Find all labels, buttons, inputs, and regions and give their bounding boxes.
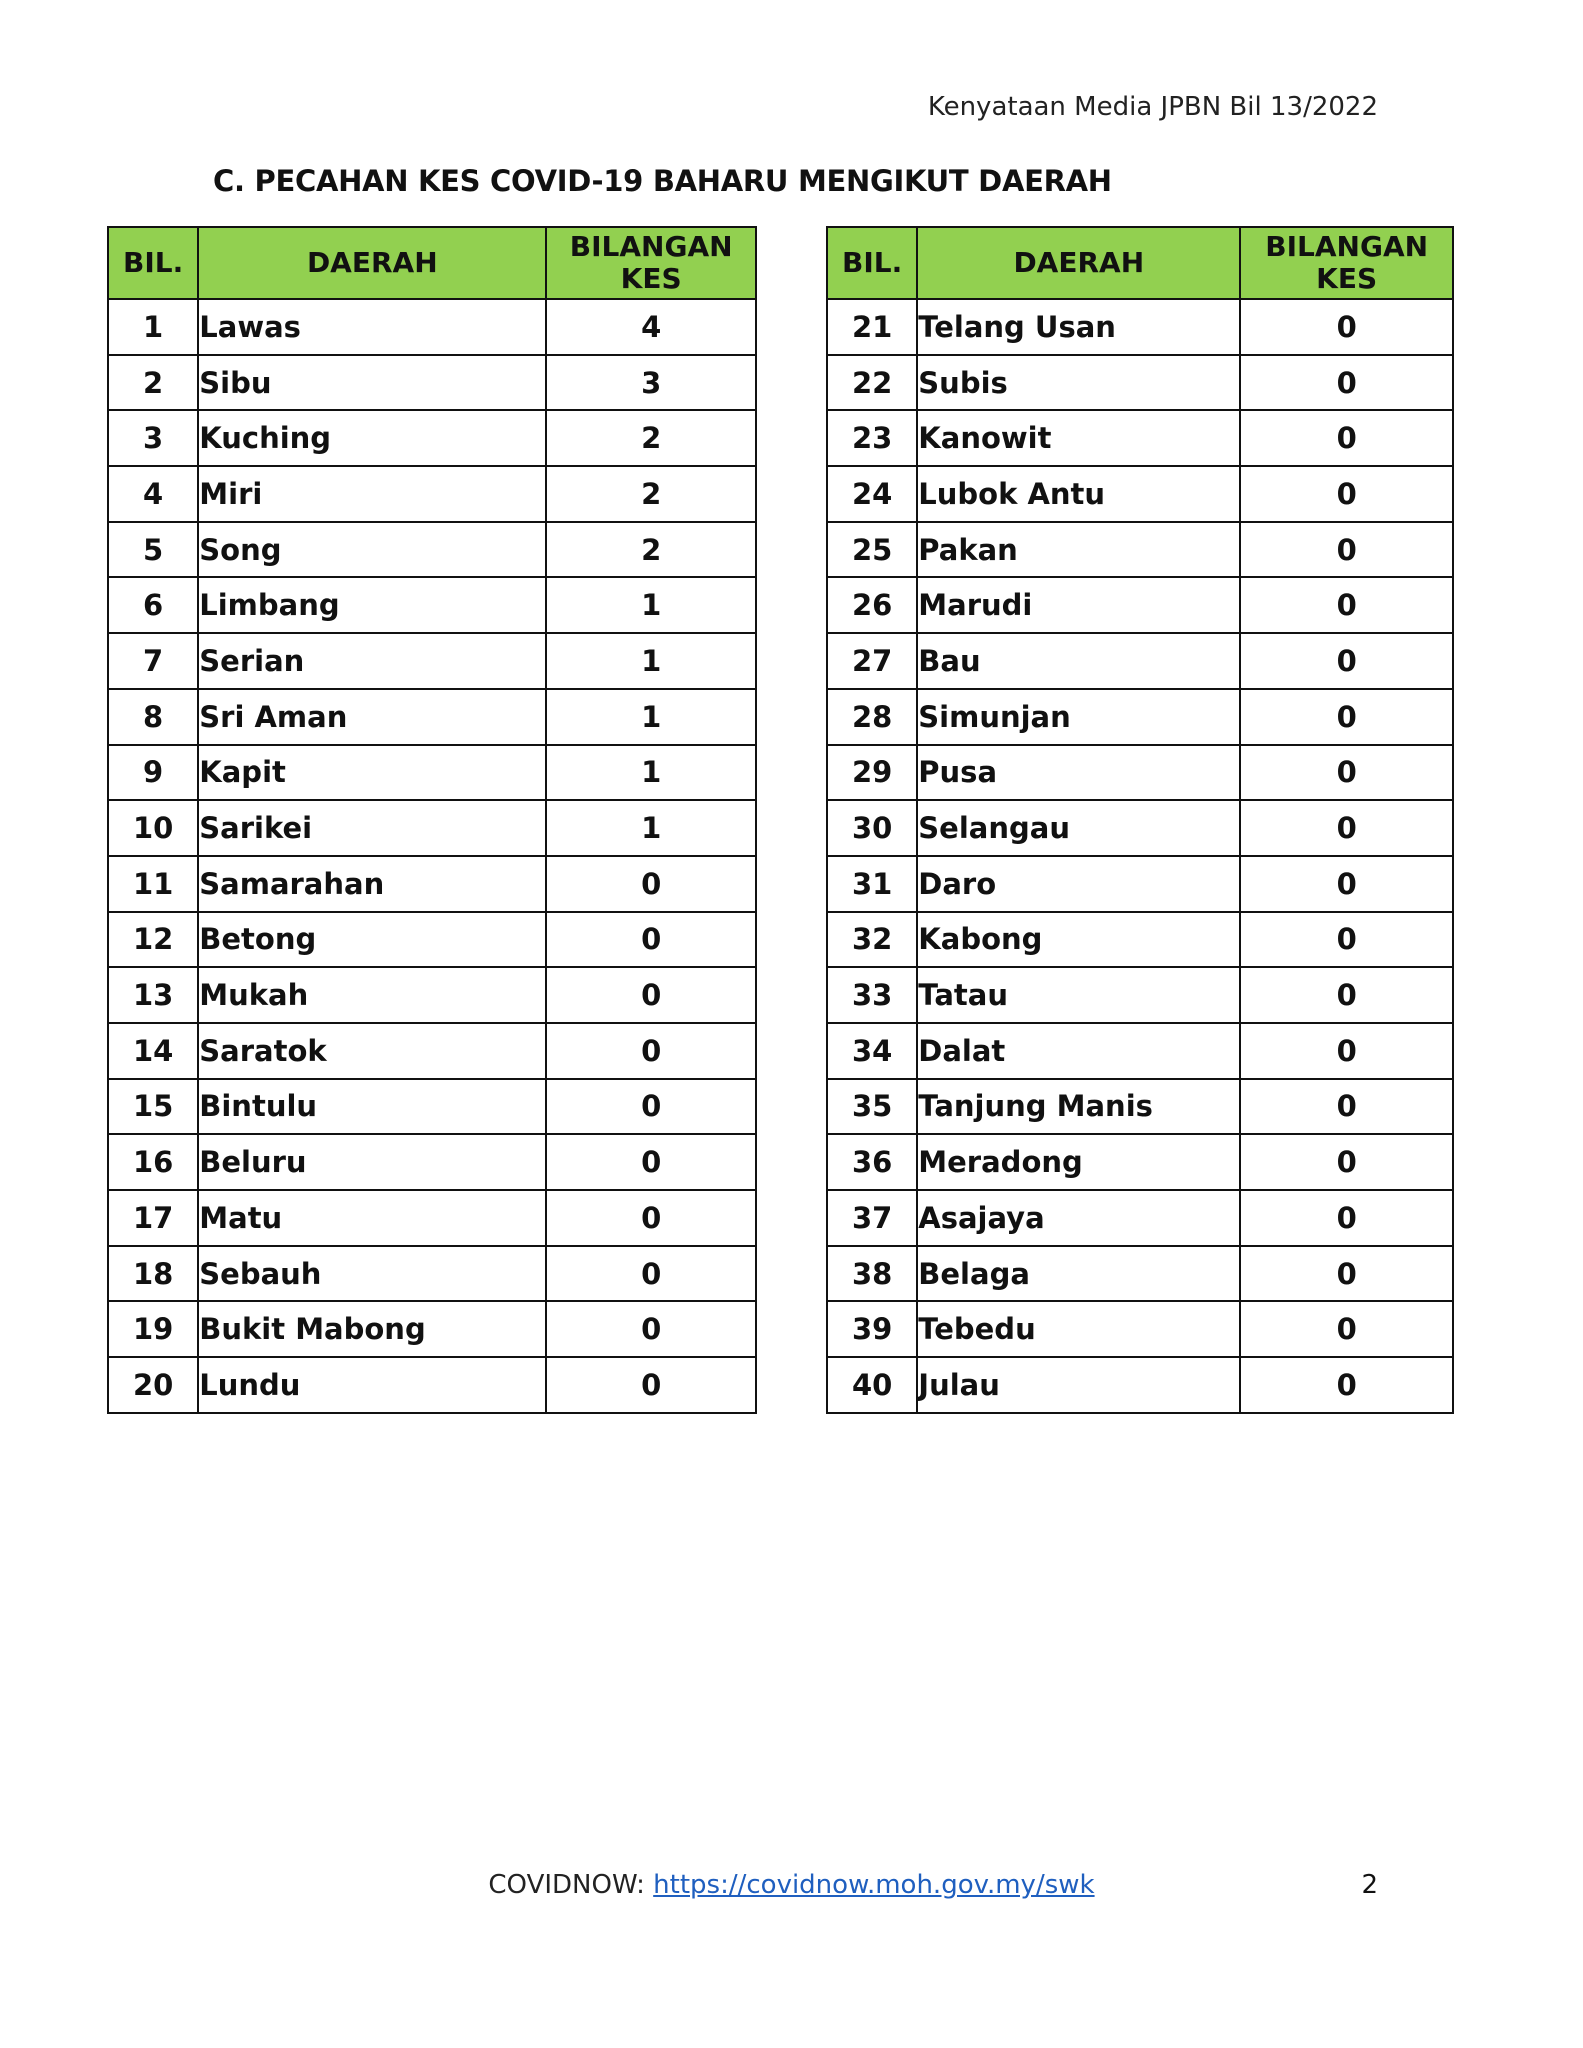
column-header-bil: BIL.	[108, 227, 198, 299]
district-name: Telang Usan	[917, 299, 1240, 355]
district-table-left	[107, 226, 757, 1414]
table-row	[827, 410, 1453, 466]
district-name: Pusa	[917, 745, 1240, 801]
case-count: 0	[1240, 410, 1453, 466]
district-name: Saratok	[198, 1023, 546, 1079]
table-header-row	[827, 227, 1453, 299]
row-number: 40	[827, 1357, 917, 1413]
district-name: Kuching	[198, 410, 546, 466]
row-number: 5	[108, 522, 198, 578]
case-count: 0	[546, 1301, 756, 1357]
row-number: 27	[827, 633, 917, 689]
row-number: 21	[827, 299, 917, 355]
table-row	[108, 967, 756, 1023]
table-body-left	[108, 299, 756, 1413]
district-name: Beluru	[198, 1134, 546, 1190]
table-row	[108, 1134, 756, 1190]
district-name: Limbang	[198, 577, 546, 633]
table-row	[108, 522, 756, 578]
district-name: Betong	[198, 912, 546, 968]
table-row	[108, 745, 756, 801]
district-name: Sri Aman	[198, 689, 546, 745]
case-count: 0	[1240, 1357, 1453, 1413]
row-number: 38	[827, 1246, 917, 1302]
case-count: 0	[1240, 522, 1453, 578]
case-count: 0	[546, 1246, 756, 1302]
table-row	[108, 299, 756, 355]
case-count: 0	[546, 1134, 756, 1190]
district-name: Mukah	[198, 967, 546, 1023]
table-row	[108, 633, 756, 689]
case-count: 3	[546, 355, 756, 411]
case-count: 0	[1240, 1246, 1453, 1302]
district-name: Sarikei	[198, 800, 546, 856]
district-name: Serian	[198, 633, 546, 689]
case-count: 0	[1240, 1023, 1453, 1079]
column-header-count-line1: BILANGAN	[1265, 230, 1429, 263]
table-row	[108, 800, 756, 856]
row-number: 14	[108, 1023, 198, 1079]
row-number: 28	[827, 689, 917, 745]
district-name: Julau	[917, 1357, 1240, 1413]
covidnow-link[interactable]: https://covidnow.moh.gov.my/swk	[653, 1870, 1095, 1900]
row-number: 20	[108, 1357, 198, 1413]
row-number: 7	[108, 633, 198, 689]
table-row	[827, 1357, 1453, 1413]
table-row	[827, 299, 1453, 355]
district-name: Daro	[917, 856, 1240, 912]
table-row	[827, 800, 1453, 856]
row-number: 25	[827, 522, 917, 578]
case-count: 0	[1240, 633, 1453, 689]
table-row	[108, 1079, 756, 1135]
table-row	[108, 466, 756, 522]
case-count: 0	[1240, 1301, 1453, 1357]
district-name: Kapit	[198, 745, 546, 801]
column-header-count	[546, 227, 756, 299]
district-name: Miri	[198, 466, 546, 522]
row-number: 33	[827, 967, 917, 1023]
page-footer	[0, 1870, 1583, 1900]
page-number: 2	[1361, 1870, 1378, 1900]
footer-label: COVIDNOW:	[488, 1870, 654, 1900]
district-name: Asajaya	[917, 1190, 1240, 1246]
case-count: 0	[1240, 577, 1453, 633]
row-number: 39	[827, 1301, 917, 1357]
table-row	[108, 912, 756, 968]
case-count: 0	[546, 912, 756, 968]
row-number: 4	[108, 466, 198, 522]
table-body-right	[827, 299, 1453, 1413]
row-number: 19	[108, 1301, 198, 1357]
district-name: Tatau	[917, 967, 1240, 1023]
district-name: Matu	[198, 1190, 546, 1246]
case-count: 0	[1240, 299, 1453, 355]
case-count: 0	[1240, 1079, 1453, 1135]
table-row	[108, 856, 756, 912]
district-name: Lundu	[198, 1357, 546, 1413]
table-row	[108, 1246, 756, 1302]
district-name: Marudi	[917, 577, 1240, 633]
row-number: 23	[827, 410, 917, 466]
case-count: 1	[546, 745, 756, 801]
row-number: 11	[108, 856, 198, 912]
table-row	[827, 633, 1453, 689]
row-number: 8	[108, 689, 198, 745]
column-header-bil: BIL.	[827, 227, 917, 299]
row-number: 16	[108, 1134, 198, 1190]
case-count: 0	[546, 856, 756, 912]
row-number: 6	[108, 577, 198, 633]
row-number: 17	[108, 1190, 198, 1246]
table-row	[827, 1246, 1453, 1302]
case-count: 2	[546, 466, 756, 522]
document-reference: Kenyataan Media JPBN Bil 13/2022	[927, 92, 1378, 122]
column-header-count-line2: KES	[1316, 262, 1378, 295]
case-count: 0	[1240, 800, 1453, 856]
case-count: 0	[1240, 355, 1453, 411]
row-number: 29	[827, 745, 917, 801]
case-count: 0	[546, 1190, 756, 1246]
case-count: 0	[1240, 689, 1453, 745]
table-row	[827, 466, 1453, 522]
district-name: Selangau	[917, 800, 1240, 856]
case-count: 4	[546, 299, 756, 355]
district-name: Meradong	[917, 1134, 1240, 1190]
table-row	[827, 856, 1453, 912]
case-count: 0	[546, 1023, 756, 1079]
column-header-count	[1240, 227, 1453, 299]
column-header-count-line1: BILANGAN	[569, 230, 733, 263]
table-row	[827, 967, 1453, 1023]
row-number: 12	[108, 912, 198, 968]
table-row	[827, 1023, 1453, 1079]
district-name: Kabong	[917, 912, 1240, 968]
table-row	[827, 745, 1453, 801]
case-count: 1	[546, 800, 756, 856]
table-row	[108, 410, 756, 466]
district-name: Lubok Antu	[917, 466, 1240, 522]
column-header-count-line2: KES	[620, 262, 682, 295]
district-name: Dalat	[917, 1023, 1240, 1079]
district-name: Subis	[917, 355, 1240, 411]
district-name: Song	[198, 522, 546, 578]
district-name: Samarahan	[198, 856, 546, 912]
case-count: 0	[546, 1357, 756, 1413]
case-count: 1	[546, 577, 756, 633]
district-name: Belaga	[917, 1246, 1240, 1302]
table-row	[108, 577, 756, 633]
case-count: 0	[546, 967, 756, 1023]
row-number: 18	[108, 1246, 198, 1302]
column-header-district: DAERAH	[198, 227, 546, 299]
district-name: Bintulu	[198, 1079, 546, 1135]
table-header-row	[108, 227, 756, 299]
row-number: 35	[827, 1079, 917, 1135]
table-row	[827, 522, 1453, 578]
case-count: 1	[546, 689, 756, 745]
case-count: 2	[546, 522, 756, 578]
table-row	[827, 1134, 1453, 1190]
case-count: 0	[1240, 912, 1453, 968]
case-count: 0	[1240, 1134, 1453, 1190]
row-number: 10	[108, 800, 198, 856]
row-number: 13	[108, 967, 198, 1023]
row-number: 3	[108, 410, 198, 466]
case-count: 0	[546, 1079, 756, 1135]
district-name: Tanjung Manis	[917, 1079, 1240, 1135]
table-row	[827, 1190, 1453, 1246]
table-row	[827, 689, 1453, 745]
column-header-district: DAERAH	[917, 227, 1240, 299]
row-number: 1	[108, 299, 198, 355]
district-name: Bukit Mabong	[198, 1301, 546, 1357]
district-name: Kanowit	[917, 410, 1240, 466]
row-number: 32	[827, 912, 917, 968]
row-number: 31	[827, 856, 917, 912]
case-count: 0	[1240, 856, 1453, 912]
table-row	[108, 1190, 756, 1246]
case-count: 0	[1240, 967, 1453, 1023]
district-name: Bau	[917, 633, 1240, 689]
district-name: Tebedu	[917, 1301, 1240, 1357]
table-row	[827, 912, 1453, 968]
row-number: 2	[108, 355, 198, 411]
case-count: 0	[1240, 1190, 1453, 1246]
section-title: C. PECAHAN KES COVID-19 BAHARU MENGIKUT DAERAH	[213, 164, 1112, 198]
table-row	[108, 1357, 756, 1413]
row-number: 15	[108, 1079, 198, 1135]
row-number: 26	[827, 577, 917, 633]
district-name: Sebauh	[198, 1246, 546, 1302]
case-count: 2	[546, 410, 756, 466]
row-number: 30	[827, 800, 917, 856]
row-number: 22	[827, 355, 917, 411]
district-name: Lawas	[198, 299, 546, 355]
table-row	[827, 355, 1453, 411]
row-number: 37	[827, 1190, 917, 1246]
row-number: 34	[827, 1023, 917, 1079]
table-row	[108, 355, 756, 411]
table-row	[827, 1079, 1453, 1135]
row-number: 36	[827, 1134, 917, 1190]
table-row	[827, 1301, 1453, 1357]
district-name: Simunjan	[917, 689, 1240, 745]
table-row	[827, 577, 1453, 633]
district-name: Sibu	[198, 355, 546, 411]
district-name: Pakan	[917, 522, 1240, 578]
table-row	[108, 1301, 756, 1357]
case-count: 1	[546, 633, 756, 689]
table-row	[108, 689, 756, 745]
case-count: 0	[1240, 466, 1453, 522]
table-row	[108, 1023, 756, 1079]
case-count: 0	[1240, 745, 1453, 801]
row-number: 24	[827, 466, 917, 522]
district-table-right	[826, 226, 1454, 1414]
row-number: 9	[108, 745, 198, 801]
